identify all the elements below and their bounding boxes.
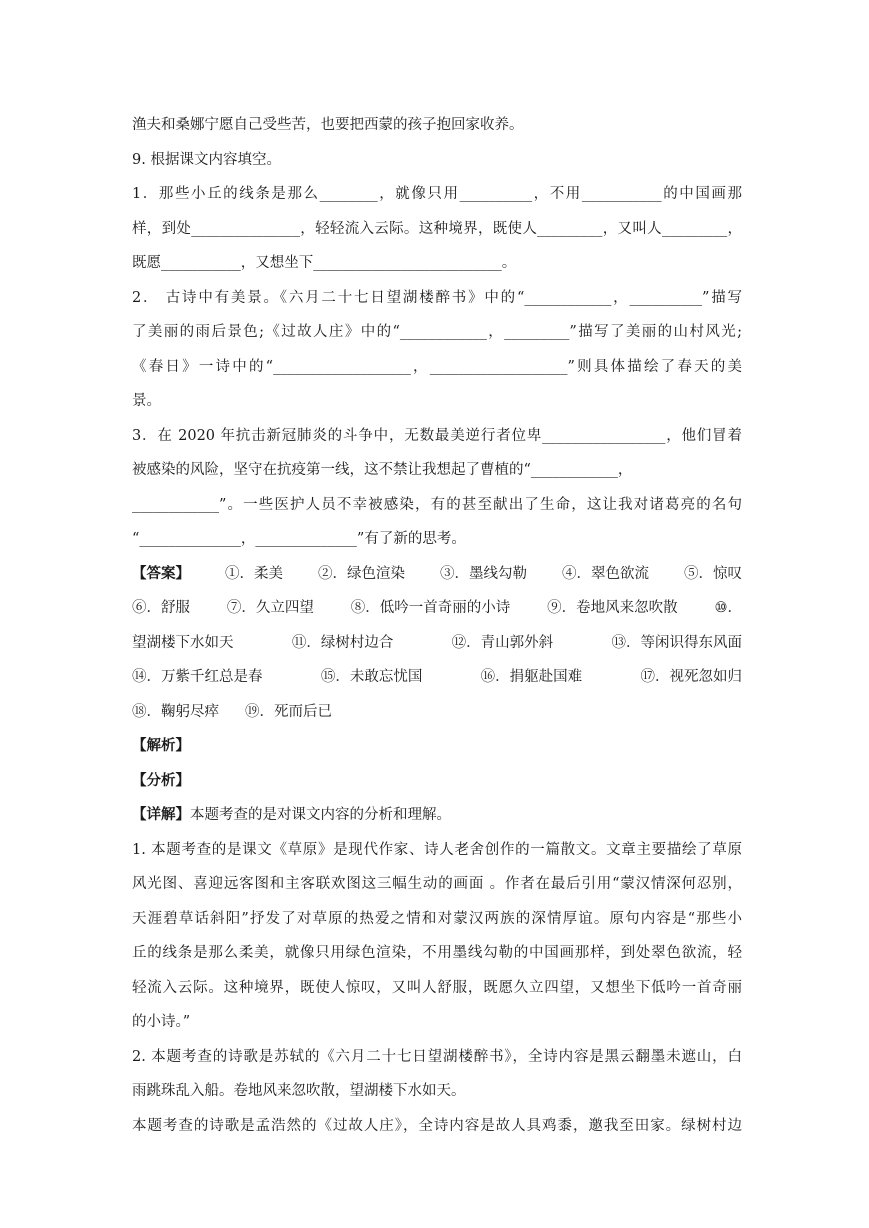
question-text-line: 了美丽的雨后景色;《过故人庄》中的“____________，_________”描写了美丽的山村风光; [132,324,742,340]
answer-item: ⑦．久立四望 [226,600,314,616]
answer-item: ⑫．青山郭外斜 [451,634,554,651]
answer-item: ①．柔美 [225,565,283,582]
question-text-line: 2． 古诗中有美景。《六月二十七日望湖楼醉书》中的“____________，__________”描写 [132,289,742,306]
answer-item: ⑱．鞠躬尽瘁 [132,703,219,720]
detail-label: 【详解】 [132,806,190,823]
question-block [132,108,742,557]
answer-row [132,695,742,730]
detail-heading-line [132,798,742,833]
explanation-text-line: 2. 本题考查的诗歌是苏轼的《六月二十七日望湖楼醉书》，全诗内容是黑云翻墨未遮山，白 [132,1048,742,1065]
question-text-line: 9. 根据课文内容填空。 [132,151,281,168]
question-text-line: 景。 [132,393,161,409]
question-text-line: ____________”。一些医护人员不幸被感染，有的甚至献出了生命，这让我对诸葛亮的名句 [132,496,742,513]
answer-label: 【答案】 [132,564,190,582]
answer-row [132,626,742,661]
question-text-line: 渔夫和桑娜宁愿自己受些苦，也要把西蒙的孩子抱回家收养。 [132,117,524,133]
explanation-text-line: 丘的线条是那么柔美，就像只用绿色渲染，不用墨线勾勒的中国画那样，到处翠色欲流，轻 [132,945,742,961]
answer-item: ⑲．死而后已 [245,703,332,720]
answer-item: ⑧．低吟一首奇丽的小诗 [350,600,511,616]
document-page [132,108,742,1143]
answer-item: ⑭．万紫千红总是春 [132,669,263,685]
question-text-line: 样，到处_______________，轻轻流入云际。这种境界，既使人_________，又叫人_________， [132,220,742,237]
explanation-text-line: 轻流入云际。这种境界，既使人惊叹，又叫人舒服，既愿久立四望，又想坐下低吟一首奇丽 [132,979,742,996]
detail-text: 本题考查的是对课文内容的分析和理解。 [190,807,451,823]
answer-item: ④．翠色欲流 [562,565,649,582]
explanation-text-line: 雨跳珠乱入船。卷地风来忽吹散，望湖楼下水如天。 [132,1083,466,1099]
explanation-text-line: 本题考查的诗歌是孟浩然的《过故人庄》，全诗内容是故人具鸡黍，邀我至田家。绿树村边 [132,1117,742,1134]
explanation-text-line: 1. 本题考查的是课文《草原》是现代作家、诗人老舍创作的一篇散文。文章主要描绘了草原 [132,841,742,858]
answer-item: ⑬．等闲识得东风面 [611,634,742,651]
answer-block [132,557,742,730]
answer-item: ③．墨线勾勒 [440,565,527,582]
question-text-line: 被感染的风险，坚守在抗疫第一线，这不禁让我想起了曹植的“____________， [132,462,633,478]
analysis-heading: 【解析】 [132,737,190,754]
answer-item: ⑰．视死忽如归 [640,669,742,685]
answer-item: ⑩． [714,600,742,616]
question-text-line: 《春日》一诗中的“___________________，___________________”则具体描绘了春天的美 [132,358,742,375]
answer-row [132,591,742,626]
question-text-line: 3．在 2020 年抗击新冠肺炎的斗争中，无数最美逆行者位卑_________________，他们冒着 [132,427,742,444]
answer-item: ②．绿色渲染 [318,565,405,582]
fenxi-heading: 【分析】 [132,771,190,789]
question-text-line: “______________，______________”有了新的思考。 [132,531,466,547]
answer-item: ⑯．捐躯赴国难 [480,669,583,685]
answer-item: ⑪．绿树村边合 [291,634,394,651]
answer-item: ⑮．未敢忘忧国 [320,669,423,685]
explanation-block [132,833,742,1144]
question-text-line: 1．那些小丘的线条是那么________，就像只用__________，不用___________的中国画那 [132,186,742,202]
question-text-line: 既愿___________，又想坐下__________________________。 [132,255,517,271]
answer-row [132,660,742,695]
answer-row [132,557,742,592]
explanation-text-line: 天涯碧草话斜阳”抒发了对草原的热爱之情和对蒙汉两族的深情厚谊。原句内容是“那些小 [132,910,742,927]
answer-item: ⑤．惊叹 [684,565,742,582]
explanation-text-line: 的小诗。” [132,1014,191,1030]
answer-item: ⑥．舒服 [132,600,190,616]
explanation-text-line: 风光图、喜迎远客图和主客联欢图这三幅生动的画面 。作者在最后引用“蒙汉情深何忍别， [132,876,742,892]
answer-item: ⑨．卷地风来忽吹散 [547,600,678,616]
answer-item: 望湖楼下水如天 [132,634,234,651]
